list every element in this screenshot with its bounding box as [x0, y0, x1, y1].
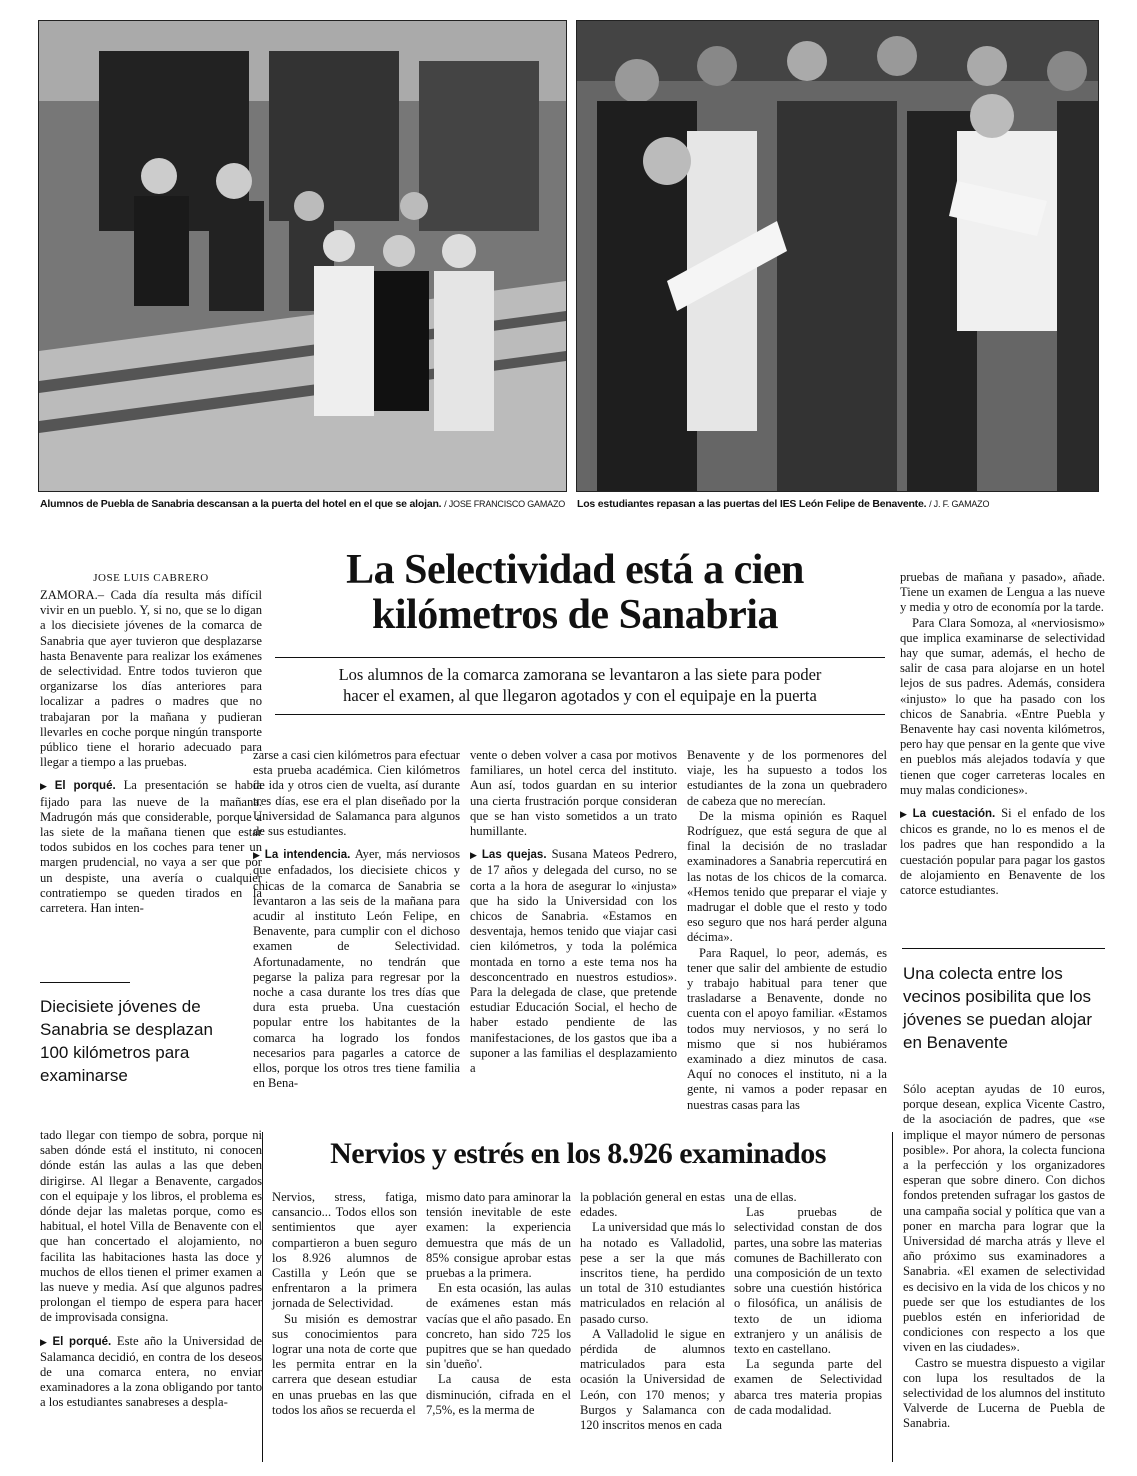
col4-paragraph-1: Benavente y de los pormenores del viaje, les ha supuesto a todos los estudiantes de la zona un quebradero de cabeza que no merecían.: [687, 748, 887, 808]
main-headline: [265, 548, 885, 638]
col2-paragraph-2: [253, 847, 460, 1091]
col3-paragraph-2: [470, 847, 677, 1076]
second-c2-paragraph-2: En esta ocasión, las aulas de exámenes estan más vacías que el año pasado. En concreto, han sido 725 los pupitres que se han quedado sin 'dueño'.: [426, 1281, 571, 1372]
second-column-2: [426, 1190, 571, 1418]
column-5: [900, 570, 1105, 898]
col1b-paragraph-1: tado llegar con tiempo de sobra, porque ni saben dónde está el instituto, ni conocen dónde están las aulas a las que deben dirigirse. Al llegar a Benavente, cargados con el equipaje y los libros, el problema es dónde dejar las maletas porque, como es habitual, el hotel Villa de Benavente con el que han concertado el alojamiento, no facilita las habitaciones hasta las doce y muchos de ellos tienen el primer examen a las nueve y media. Así que algunos padres prolongan el tiempo de espera para hacer de improvisada consigna.: [40, 1128, 262, 1325]
photo-students-institute: [576, 20, 1099, 492]
second-story-right-rule: [892, 1132, 893, 1462]
second-c4-paragraph-3: La segunda parte del examen de Selectividad abarca tres materia propias de cada modalidad.: [734, 1357, 882, 1417]
col5-paragraph-3-text: Si el enfado de los chicos es grande, no lo es menos el de los padres que han respondido a la cuestación popular para pagar los gastos de alojamiento en Benavente de los catorce estudiantes.: [900, 806, 1106, 898]
second-c3-paragraph-1: la población general en estas edades.: [580, 1190, 725, 1220]
photo-right-caption-text: Los estudiantes repasan a las puertas del IES León Felipe de Benavente.: [577, 498, 927, 510]
column-3: [470, 748, 677, 1076]
second-story-left-rule: [262, 1132, 263, 1462]
col1b-paragraph-2-text: Este año la Universidad de Salamanca decidió, en contra de los deseos de una comarca entera, no enviar examinadores a la zona obligando por tanto a los estudiantes sanabreses a despla-: [40, 1333, 263, 1410]
col5-paragraph-3: [900, 806, 1105, 898]
col1b-lead-in: ▶ El porqué.: [40, 1336, 111, 1348]
second-c1-paragraph-1: Nervios, stress, fatiga, cansancio... Todos ellos son sentimientos que ayer compartieron a buen seguro los 8.926 alumnos de Castilla y León que se enfrentaron a la primera jornada de Selectividad.: [272, 1190, 417, 1311]
column-1-bottom: [40, 1128, 262, 1411]
second-headline: Nervios y estrés en los 8.926 examinados: [330, 1137, 826, 1170]
col3-lead-in: ▶ Las quejas.: [470, 849, 547, 861]
second-c2-paragraph-1: mismo dato para aminorar la tensión inevitable de este examen: la experiencia demuestra que más de un 85% consigue aprobar estas pruebas a la primera.: [426, 1190, 571, 1281]
second-c1-paragraph-2: Su misión es demostrar sus conocimientos para lograr una nota de corte que les permita entrar en la carrera que desean estudiar en unas pruebas en las que todos los años se recuerda el: [272, 1311, 417, 1417]
col3-paragraph-2-text: Susana Mateos Pedrero, de 17 años y delegada del curso, no se corta a la hora de asegurar lo «injusta» que ha sido la Universidad con los chicos de Sanabria. «Estamos en desventaja, hemos tenido que viajar casi cien kilómetros, y toda la polémica montada en torno a este tema nos ha desconcentrado en nuestros estudios». Para la delegada de clase, que pretende estudiar Educación Social, el hecho de haber estado pendiente de las manifestaciones, de los gastos que iba a suponer a las familias el desplazamiento a: [470, 847, 677, 1076]
second-c2-paragraph-3: La causa de esta disminución, cifrada en el 7,5%, es la merma de: [426, 1372, 571, 1417]
col1b-paragraph-2: [40, 1334, 262, 1411]
col2-paragraph-2-text: Ayer, más nerviosos que enfadados, los diecisiete chicos y chicas de la comarca de Sanabria se levantaron a las seis de la mañana para acudir al instituto León Felipe, en Benavente, para cumplir con el dichoso examen de Selectividad. Afortunadamente, no tendrán que pegarse la paliza para regresar por la noche a casa durante los tres días que dura esta prueba. Una cuestación popular entre los habitantes de la comarca ha logrado los fondos necesarios para pagarles a catorce de ellos, porque los otros tres tiene familia en Bena-: [253, 847, 460, 1091]
col1-lead-in: ▶ El porqué.: [40, 780, 116, 792]
photo-right-credit: / J. F. GAMAZO: [929, 499, 990, 509]
main-deck-line1: Los alumnos de la comarca zamorana se levantaron a las siete para poder: [338, 665, 822, 684]
photo-students-institute-image: [577, 21, 1098, 491]
main-deck-line2: hacer el examen, al que llegaron agotados y con el equipaje en la puerta: [343, 686, 817, 705]
col5-paragraph-2: Para Clara Somoza, al «nerviosismo» que implica examinarse de selectividad hay que sumar, además, el hecho de salir de casa para alojarse en un hotel lejos de sus padres. Además, considera «injusto» lo que ha pasado con los chicos de Sanabria. «Entre Puebla y Benavente hay casi noventa kilómetros, pero hay que pensar en la gente que vive en pueblos más alejados todavía y que tienen que coger carreteras locales en muy malas condiciones».: [900, 615, 1105, 797]
second-column-4: [734, 1190, 882, 1418]
photo-right-caption: [577, 498, 989, 510]
column-2: [253, 748, 460, 1091]
headline-rule: [275, 657, 885, 658]
column-4: [687, 748, 887, 1113]
byline: JOSE LUIS CABRERO: [93, 572, 209, 584]
photo-students-hotel: [38, 20, 567, 492]
side-paragraph-1: Sólo aceptan ayudas de 10 euros, porque desean, explica Vicente Castro, de la asociación de padres, que «se implique el mayor número de personas posible». Por ahora, la colecta funciona a la perfección y los organizadores esperan que sobre dinero. Con dichos fondos pretenden sufragar los gastos de una campaña social y política que van a poner en marcha para lograr que la Universidad dé marcha atrás y lleve el año próximo sus examinadores a Sanabria. «El examen de selectividad es decisivo en la vida de los chicos y no puede ser que los estudiantes de los pueblos estén en inferioridad de condiciones con respecto a los que viven en las ciudades».: [903, 1082, 1105, 1355]
col1-paragraph-2-text: La presentación se había fijado para las nueve de la mañana. Madrugón más que considerable, porque a las siete de la mañana tienen que estar todos subidos en los coches para tener un margen prudencial, no vaya a ser que por un despiste, una avería o cualquier contratiempo se queden tirados en la carretera. Han inten-: [40, 778, 262, 916]
deck-rule: [275, 714, 885, 715]
second-c3-paragraph-2: La universidad que más lo ha notado es Valladolid, pese a ser la que más inscritos tiene, ha perdido un total de 310 estudiantes matriculados en relación al pasado curso.: [580, 1220, 725, 1326]
col1-paragraph-2: [40, 778, 262, 916]
col4-paragraph-2: De la misma opinión es Raquel Rodríguez, que está segura de que al final la decisión de no trasladar examinadores a Sanabria repercutirá en las notas de los chicos de la comarca. «Hemos tenido que preparar el viaje y madrugar el doble que el resto y todo eso seguro que nos hará perder alguna décima».: [687, 808, 887, 945]
pull-quote-rule: [40, 982, 130, 983]
main-headline-line1: La Selectividad está a cien: [346, 547, 804, 593]
second-column-3: [580, 1190, 725, 1433]
col5-paragraph-1: pruebas de mañana y pasado», añade. Tiene un examen de Lengua a las nueve y media y otro de economía por la tarde.: [900, 570, 1105, 615]
col2-paragraph-1: zarse a casi cien kilómetros para efectuar esta prueba académica. Cien kilómetros de ida y otros cien de vuelta, así durante tres días, ese era el plan diseñado por la Universidad de Salamanca para algunos de sus estudiantes.: [253, 748, 460, 839]
column-1: [40, 588, 262, 916]
photo-left-credit: / JOSE FRANCISCO GAMAZO: [444, 499, 566, 509]
second-c3-paragraph-3: A Valladolid le sigue en pérdida de alumnos matriculados para esta ocasión la Universidad de León, con 170 menos; y Burgos y Salamanca con 120 inscritos menos en cada: [580, 1326, 725, 1433]
col1-paragraph-1: ZAMORA.– Cada día resulta más difícil vivir en un pueblo. Y, si no, que se lo digan a los diecisiete jóvenes de la comarca de Sanabria que ayer tuvieron que desplazarse hasta Benavente para realizar los exámenes de selectividad. Entre todos tuvieron que organizarse los días anteriores para localizar a padres o madres que no trabajaran por la mañana y pudieran llevarles en coche porque ningún transporte público tiene el horario adecuado para llegar a tiempo a las pruebas.: [40, 588, 262, 770]
col4-paragraph-3: Para Raquel, lo peor, además, es tener que salir del ambiente de estudio y trabajo habitual para tener que trasladarse a Benavente, donde no cuenta con el apoyo familiar. «Estamos todos muy nerviosos, y no será lo mismo que si nos hubiéramos examinado a diez minutos de casa. Aquí no conoces el instituto, ni a la gente, ni vamos a poder repasar en nuestras casas para las: [687, 945, 887, 1112]
side-story-title: Una colecta entre los vecinos posibilita que los jóvenes se puedan alojar en Benavente: [903, 964, 1093, 1052]
col5-lead-in: ▶ La cuestación.: [900, 808, 995, 820]
side-paragraph-2: Castro se muestra dispuesto a vigilar con lupa los resultados de la selectividad de los alumnos del instituto Valverde de Lucerna de Puebla de Sanabria.: [903, 1355, 1105, 1431]
pull-quote: Diecisiete jóvenes de Sanabria se desplazan 100 kilómetros para examinarse: [40, 997, 213, 1085]
second-c4-paragraph-1: una de ellas.: [734, 1190, 797, 1204]
main-deck: [275, 664, 885, 706]
side-story-body: [903, 1082, 1105, 1432]
second-column-1: [272, 1190, 417, 1418]
col3-paragraph-1: vente o deben volver a casa por motivos familiares, un hotel cerca del instituto. Aun así, todos guardan en su interior una cierta frustración porque consideran que se han visto sometidos a un trato humillante.: [470, 748, 677, 839]
photo-left-caption-text: Alumnos de Puebla de Sanabria descansan a la puerta del hotel en el que se alojan.: [40, 498, 442, 510]
photo-left-caption: [40, 498, 565, 510]
second-c4-paragraph-2: Las pruebas de selectividad constan de dos partes, una sobre las materias comunes de Bachillerato con una composición de un texto sobre una cuestión histórica o filosófica, un análisis de texto de un idioma extranjero y un análisis de texto en castellano.: [734, 1205, 882, 1357]
col2-lead-in: ▶ La intendencia.: [253, 849, 350, 861]
photo-students-hotel-image: [39, 21, 566, 491]
main-headline-line2: kilómetros de Sanabria: [372, 592, 778, 638]
side-story-rule: [902, 948, 1105, 949]
